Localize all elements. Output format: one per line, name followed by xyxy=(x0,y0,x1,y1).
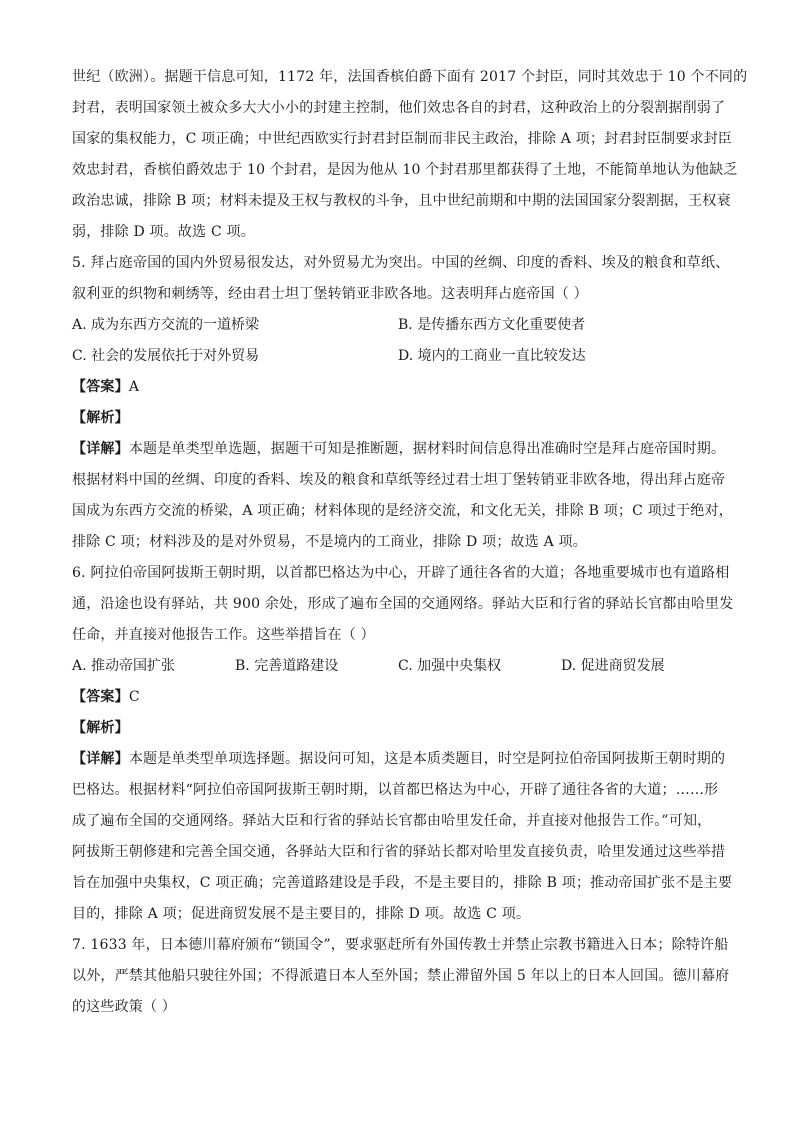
options-row xyxy=(72,310,724,341)
option-a: A. 成为东西方交流的一道桥梁 xyxy=(72,317,260,333)
option-c: C. 加强中央集权 xyxy=(398,658,502,674)
detail-text: 本题是单类型单项选择题。据设问可知，这是本质类题目，时空是阿拉伯帝国阿拔斯王朝时期的 xyxy=(128,751,726,767)
question-stem-line: 6. 阿拉伯帝国阿拔斯王朝时期，以首都巴格达为中心，开辟了通往各省的大道；各地重要城市也有道路相 xyxy=(72,565,730,581)
detail-line: 旨在加强中央集权，C 项正确；完善道路建设是手段，不是主要目的，排除 B 项；推动帝国扩张不是主要 xyxy=(72,875,733,891)
question-stem-line: 7. 1633 年，日本德川幕府颁布“锁国令”，要求驱赶所有外国传教士并禁止宗教书籍进入日本；除特许船 xyxy=(72,937,729,953)
text-line: 国家的集权能力，C 项正确；中世纪西欧实行封君封臣制而非民主政治，排除 A 项；封君封臣制要求封臣 xyxy=(72,131,732,147)
detail-line: 排除 C 项；材料涉及的是对外贸易，不是境内的工商业，排除 D 项；故选 A 项。 xyxy=(72,534,587,550)
answer-line xyxy=(72,372,724,403)
option-a: A. 推动帝国扩张 xyxy=(72,658,176,674)
option-d: D. 境内的工商业一直比较发达 xyxy=(398,348,586,364)
text-line: 效忠封君，香槟伯爵效忠于 10 个封君，是因为他从 10 个封君那里都获得了土地，不能简单地认为他缺乏 xyxy=(72,162,738,178)
answer-value: C xyxy=(128,689,140,705)
detail-label: 【详解】 xyxy=(72,751,129,767)
question-stem-line: 通，沿途也设有驿站，共 900 余处，形成了遍布全国的交通网络。驿站大臣和行省的驿站长官都由哈里发 xyxy=(72,596,734,612)
question-6 xyxy=(72,558,734,930)
question-stem-line: 叙利亚的织物和刺绣等，经由君士坦丁堡转销亚非欧各地。这表明拜占庭帝国（ ） xyxy=(72,286,588,302)
options-row xyxy=(72,651,724,682)
question-stem-line: 5. 拜占庭帝国的国内外贸易很发达，对外贸易尤为突出。中国的丝绸、印度的香料、埃及的粮食和草纸、 xyxy=(72,255,730,271)
text-line: 政治忠诚，排除 B 项；材料未提及王权与教权的斗争，且中世纪前期和中期的法国国家分裂割据，王权衰 xyxy=(72,193,731,209)
option-b: B. 是传播东西方文化重要使者 xyxy=(398,317,586,333)
detail-label: 【详解】 xyxy=(72,441,129,457)
option-b: B. 完善道路建设 xyxy=(235,658,339,674)
answer-label: 【答案】 xyxy=(72,689,129,705)
question-stem-line: 以外，严禁其他船只驶往外国；不得派遣日本人至外国；禁止滞留外国 5 年以上的日本人回国。德川幕府 xyxy=(72,968,730,984)
analysis-label: 【解析】 xyxy=(72,410,129,426)
answer-value: A xyxy=(128,379,140,395)
text-line: 弱，排除 D 项。故选 C 项。 xyxy=(72,224,255,240)
options-row xyxy=(72,341,724,372)
analysis-label: 【解析】 xyxy=(72,720,129,736)
answer-label: 【答案】 xyxy=(72,379,129,395)
detail-line: 国成为东西方交流的桥梁，A 项正确；材料体现的是经济交流，和文化无关，排除 B 项；C 项过于绝对， xyxy=(72,503,733,519)
detail-line xyxy=(72,744,724,775)
question-7 xyxy=(72,930,730,1023)
detail-line: 根据材料中国的丝绸、印度的香料、埃及的粮食和草纸等经过君士坦丁堡转销亚非欧各地，得出拜占庭帝 xyxy=(72,472,726,488)
detail-line: 阿拔斯王朝修建和完善全国交通，各驿站大臣和行省的驿站长都对哈里发直接负责，哈里发通过这些举措 xyxy=(72,844,726,860)
answer-line xyxy=(72,682,724,713)
q4-analysis xyxy=(72,62,748,248)
text-line: 世纪（欧洲）。据题干信息可知，1172 年，法国香槟伯爵下面有 2017 个封臣，同时其效忠于 10 个不同的 xyxy=(72,69,748,85)
option-c: C. 社会的发展依托于对外贸易 xyxy=(72,348,260,364)
text-line: 封君，表明国家领土被众多大大小小的封建主控制，他们效忠各自的封君，这种政治上的分裂割据削弱了 xyxy=(72,100,726,116)
analysis-heading xyxy=(72,713,724,744)
detail-line xyxy=(72,434,724,465)
question-5 xyxy=(72,248,733,558)
exam-page xyxy=(72,62,748,1023)
detail-text: 本题是单类型单选题，据题干可知是推断题，据材料时间信息得出准确时空是拜占庭帝国时期。 xyxy=(128,441,726,457)
analysis-heading xyxy=(72,403,724,434)
detail-line: 巴格达。根据材料“阿拉伯帝国阿拔斯王朝时期，以首都巴格达为中心，开辟了通往各省的大道；……形 xyxy=(72,782,719,798)
question-stem-line: 的这些政策（ ） xyxy=(72,999,177,1015)
option-d: D. 促进商贸发展 xyxy=(561,658,665,674)
question-stem-line: 任命，并直接对他报告工作。这些举措旨在（ ） xyxy=(72,627,375,643)
detail-line: 目的，排除 A 项；促进商贸发展不是主要目的，排除 D 项。故选 C 项。 xyxy=(72,906,531,922)
detail-line: 成了遍布全国的交通网络。驿站大臣和行省的驿站长官都由哈里发任命，并直接对他报告工作。”可知， xyxy=(72,813,712,829)
